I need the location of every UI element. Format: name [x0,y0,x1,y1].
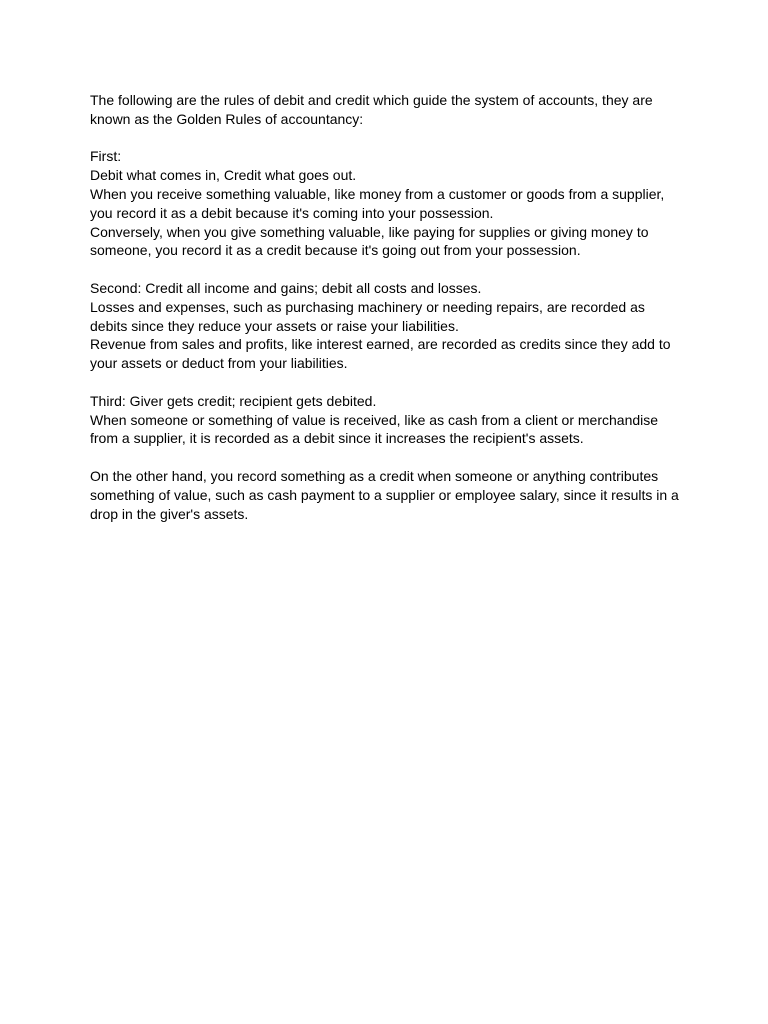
text-line: known as the Golden Rules of accountancy: [90,110,364,127]
closing-paragraph [90,467,690,523]
second-rule-paragraph [90,279,690,373]
rule-heading: First: [90,148,122,165]
text-line: When someone or something of value is received, like as cash from a client or merchandise [90,411,659,428]
text-line: you record it as a debit because it's coming into your possession. [90,204,494,221]
text-line: On the other hand, you record something as a credit when someone or anything contributes [90,467,659,484]
text-line: debits since they reduce your assets or raise your liabilities. [90,317,459,334]
text-line: The following are the rules of debit and credit which guide the system of accounts, they are [90,92,653,108]
text-line: Conversely, when you give something valuable, like paying for supplies or giving money to [90,223,649,240]
document-page [90,91,690,542]
text-line: drop in the giver's assets. [90,505,249,522]
text-line: When you receive something valuable, like money from a customer or goods from a supplier, [90,185,665,202]
rule-heading: Third: Giver gets credit; recipient gets debited. [90,392,377,409]
rule-heading: Second: Credit all income and gains; debit all costs and losses. [90,279,482,296]
text-line: Losses and expenses, such as purchasing machinery or needing repairs, are recorded as [90,298,645,315]
intro-paragraph [90,91,690,129]
third-rule-paragraph [90,392,690,448]
text-line: someone, you record it as a credit because it's going out from your possession. [90,242,581,259]
text-line: your assets or deduct from your liabilities. [90,355,348,372]
text-line: Revenue from sales and profits, like interest earned, are recorded as credits since they add to [90,336,671,353]
text-line: something of value, such as cash payment to a supplier or employee salary, since it results in a [90,486,679,503]
first-rule-paragraph [90,147,690,260]
text-line: from a supplier, it is recorded as a debit since it increases the recipient's assets. [90,430,584,447]
text-line: Debit what comes in, Credit what goes out. [90,167,357,184]
